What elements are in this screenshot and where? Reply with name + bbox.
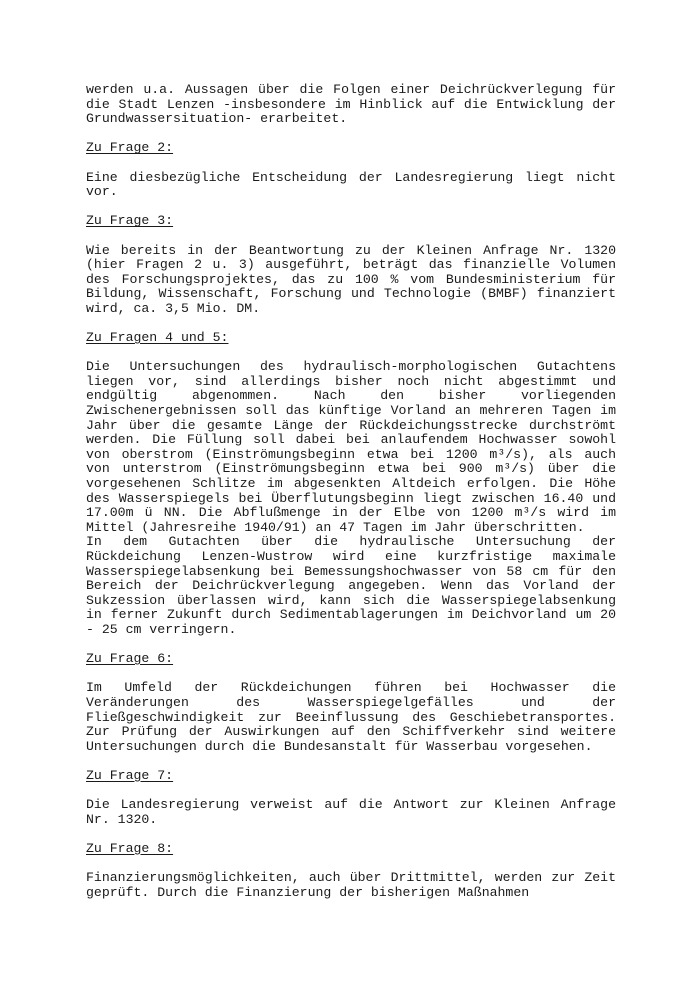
section-heading: Zu Frage 7: [86,767,174,783]
section-heading: Zu Frage 8: [86,840,174,856]
section-paragraph: Wie bereits in der Beantwortung zu der Kleinen Anfrage Nr. 1320 (hier Fragen 2 u. 3) ausgeführt, beträgt das finanzielle Volumen des Forschungsprojektes, das zu 100 % vom Bundesministerium für Bildung, Wissenschaft, Forschung und Technologie (BMBF) finanziert wird, ca. 3,5 Mio. DM. [86,242,616,316]
intro-paragraph: werden u.a. Aussagen über die Folgen einer Deichrückverlegung für die Stadt Lenzen -insbesondere im Hinblick auf die Entwicklung der Grundwassersituation- erarbeitet. [86,82,616,127]
section-frage-8 [86,842,616,900]
section-frage-2 [86,141,616,199]
section-paragraph: Finanzierungsmöglichkeiten, auch über Drittmittel, werden zur Zeit geprüft. Durch die Finanzierung der bisherigen Maßnahmen [86,870,616,900]
section-frage-6 [86,652,616,754]
section-heading: Zu Frage 3: [86,213,174,229]
section-frage-7 [86,769,616,827]
section-paragraph: Eine diesbezügliche Entscheidung der Landesregierung liegt nicht vor. [86,169,616,200]
section-paragraph: Die Untersuchungen des hydraulisch-morphologischen Gutachtens liegen vor, sind allerdings bisher noch nicht abgestimmt und endgültig abgenommen. Nach den bisher vorliegenden Zwischenergebnissen soll das künftige Vorland an mehreren Tagen im Jahr über die gesamte Länge der Rückdeichungsstrecke durchströmt werden. Die Füllung soll dabei bei anlaufendem Hochwasser sowohl von oberstrom (Einströmungsbeginn etwa bei 1200 m³/s), als auch von unterstrom (Einströmungsbeginn etwa bei 900 m³/s) über die vorgesehenen Schlitze im abgesenkten Altdeich erfolgen. Die Höhe des Wasserspiegels bei Überflutungsbeginn liegt zwischen 16.40 und 17.00m ü NN. Die Abflußmenge in der Elbe von 1200 m³/s wird im Mittel (Jahresreihe 1940/91) an 47 Tagen im Jahr überschritten. [86,359,616,535]
section-heading: Zu Frage 2: [86,140,174,156]
section-paragraph: In dem Gutachten über die hydraulische Untersuchung der Rückdeichung Lenzen-Wustrow wird eine kurzfristige maximale Wasserspiegelabsenkung bei Bemessungshochwasser von 58 cm für den Bereich der Deichrückverlegung angegeben. Wenn das Vorland der Sukzession überlassen wird, kann sich die Wasserspiegelabsenkung in ferner Zukunft durch Sedimentablagerungen im Deichvorland um 20 - 25 cm verringern. [86,534,616,637]
document-page [86,83,616,900]
section-heading: Zu Frage 6: [86,651,174,667]
section-paragraph: Im Umfeld der Rückdeichungen führen bei Hochwasser die Veränderungen des Wasserspiegelgefälles und der Fließgeschwindigkeit zur Beeinflussung des Geschiebetransportes. Zur Prüfung der Auswirkungen auf den Schiffverkehr sind weitere Untersuchungen durch die Bundesanstalt für Wasserbau vorgesehen. [86,680,616,754]
section-heading: Zu Fragen 4 und 5: [86,330,229,346]
section-paragraph: Die Landesregierung verweist auf die Antwort zur Kleinen Anfrage Nr. 1320. [86,797,616,827]
section-fragen-4-und-5 [86,331,616,637]
section-frage-3 [86,214,616,316]
